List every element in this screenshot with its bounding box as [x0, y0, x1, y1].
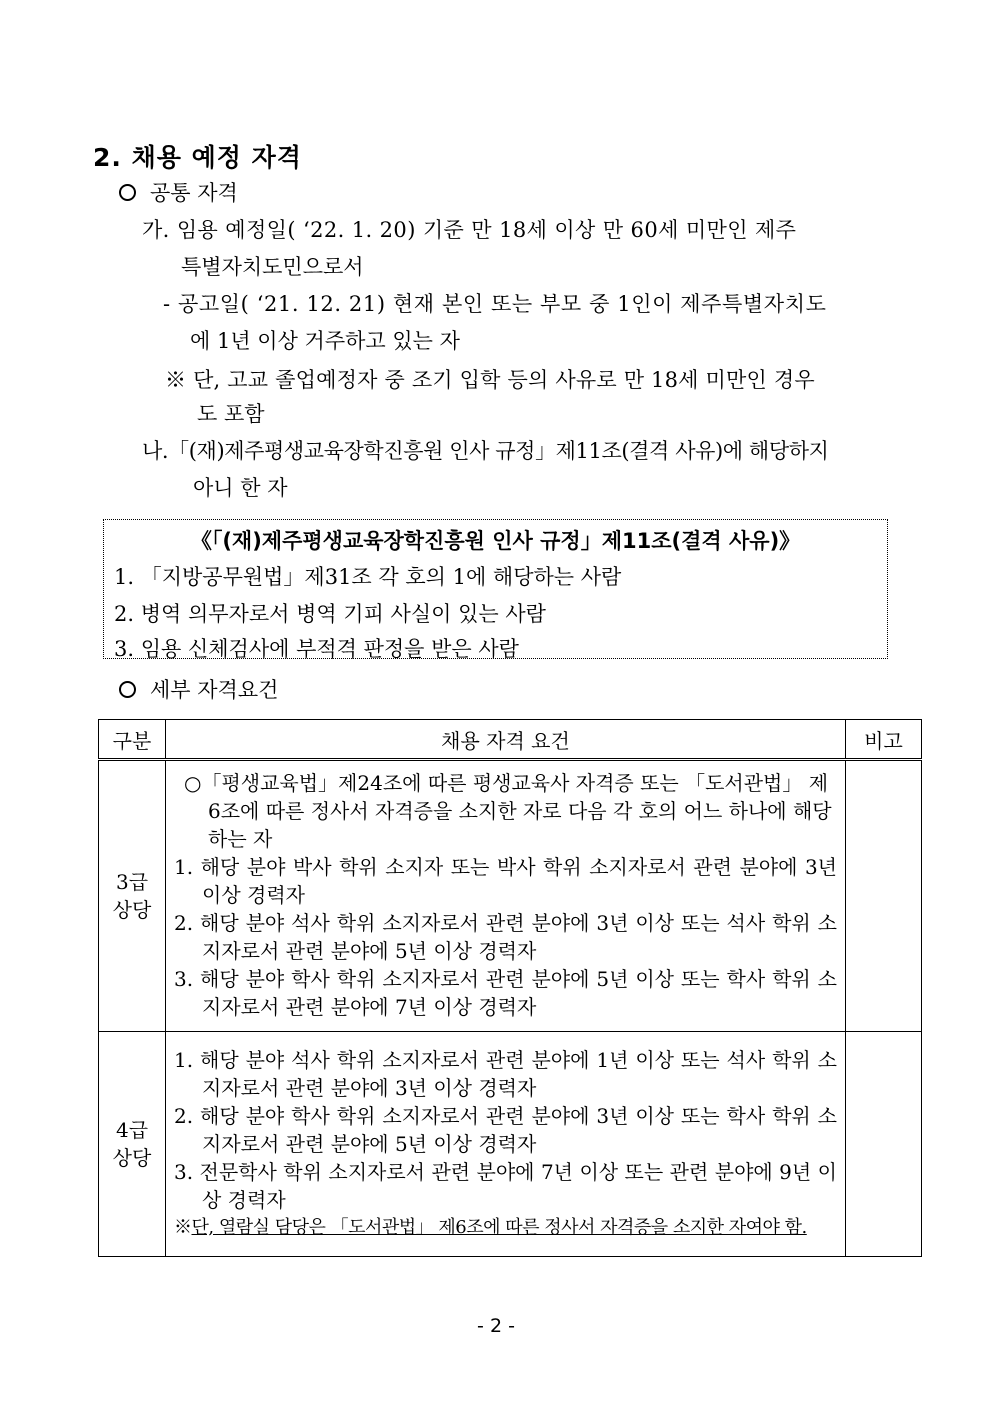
note-mark: ※ [174, 1217, 192, 1238]
common-heading-row [119, 183, 238, 204]
common-na-line1: 나.「(재)제주평생교육장학진흥원 인사 규정」제11조(결격 사유)에 해당하지 [142, 439, 829, 463]
grade-label: 4급 [115, 1118, 149, 1142]
librarian-note [174, 1214, 837, 1242]
table-row [99, 760, 922, 1032]
regulation-item: 1. 「지방공무원법」제31조 각 호의 1에 해당하는 사람 [114, 565, 622, 589]
requirements-cell [166, 760, 846, 1032]
requirements-cell [166, 1032, 846, 1257]
common-ga-line1: 가. 임용 예정일( ‘22. 1. 20) 기준 만 18세 이상 만 60세 미만인 제주 [142, 218, 797, 242]
regulation-item: 2. 병역 의무자로서 병역 기피 사실이 있는 사람 [114, 602, 546, 626]
detail-heading: 세부 자격요건 [150, 678, 279, 702]
section-title: 2. 채용 예정 자격 [93, 143, 302, 172]
common-dash-line2: 에 1년 이상 거주하고 있는 자 [190, 329, 460, 353]
detail-heading-row [119, 680, 278, 701]
lead-text: ○「평생교육법」제24조에 따른 평생교육사 자격증 또는 「도서관법」 제6조에 따른 정사서 자격증을 소지한 자로 다음 각 호의 어느 하나에 해당하는 자 [184, 771, 832, 851]
grade-cell [99, 760, 166, 1032]
circle-bullet-icon [119, 184, 136, 201]
regulation-box-title: 《「(재)제주평생교육장학진흥원 인사 규정」제11조(결격 사유)》 [190, 529, 801, 553]
remarks-cell [846, 1032, 922, 1257]
regulation-item: 3. 임용 신체검사에 부적격 판정을 받은 사람 [114, 637, 519, 661]
requirement-item: 1. 해당 분야 석사 학위 소지자로서 관련 분야에 1년 이상 또는 석사 학위 소지자로서 관련 분야에 3년 이상 경력자 [174, 1048, 837, 1100]
header-category: 구분 [99, 720, 166, 760]
header-requirements: 채용 자격 요건 [166, 720, 846, 760]
requirement-item: 3. 전문학사 학위 소지자로서 관련 분야에 7년 이상 또는 관련 분야에 9년 이상 경력자 [174, 1160, 837, 1212]
circle-bullet-icon [119, 681, 136, 698]
remarks-cell [846, 760, 922, 1032]
common-na-line2: 아니 한 자 [193, 476, 288, 500]
common-heading: 공통 자격 [150, 181, 238, 205]
grade-label: 3급 [115, 870, 149, 894]
requirement-item: 2. 해당 분야 석사 학위 소지자로서 관련 분야에 3년 이상 또는 석사 학위 소지자로서 관련 분야에 5년 이상 경력자 [174, 911, 837, 963]
header-remarks: 비고 [846, 720, 922, 760]
grade-label: 상당 [112, 898, 152, 922]
common-note-line2: 도 포함 [197, 402, 265, 426]
requirement-item: 1. 해당 분야 박사 학위 소지자 또는 박사 학위 소지자로서 관련 분야에 3년 이상 경력자 [174, 855, 837, 907]
common-ga-line2: 특별자치도민으로서 [181, 255, 364, 279]
requirement-item: 2. 해당 분야 학사 학위 소지자로서 관련 분야에 3년 이상 또는 학사 학위 소지자로서 관련 분야에 5년 이상 경력자 [174, 1104, 837, 1156]
note-text: 단, 열람실 담당은 「도서관법」 제6조에 따른 정사서 자격증을 소지한 자여야 함. [191, 1217, 807, 1238]
requirements-table [98, 719, 922, 1257]
table-row [99, 1032, 922, 1257]
requirement-item: 3. 해당 분야 학사 학위 소지자로서 관련 분야에 5년 이상 또는 학사 학위 소지자로서 관련 분야에 7년 이상 경력자 [174, 967, 837, 1019]
page-number: - 2 - [477, 1315, 515, 1337]
grade-label: 상당 [112, 1146, 152, 1170]
common-dash-line1: - 공고일( ‘21. 12. 21) 현재 본인 또는 부모 중 1인이 제주특별자치도 [163, 292, 827, 316]
regulation-box [103, 519, 888, 659]
common-note-line1: ※ 단, 고교 졸업예정자 중 조기 입학 등의 사유로 만 18세 미만인 경우 [165, 368, 815, 392]
table-header-row [99, 720, 922, 760]
grade-cell [99, 1032, 166, 1257]
